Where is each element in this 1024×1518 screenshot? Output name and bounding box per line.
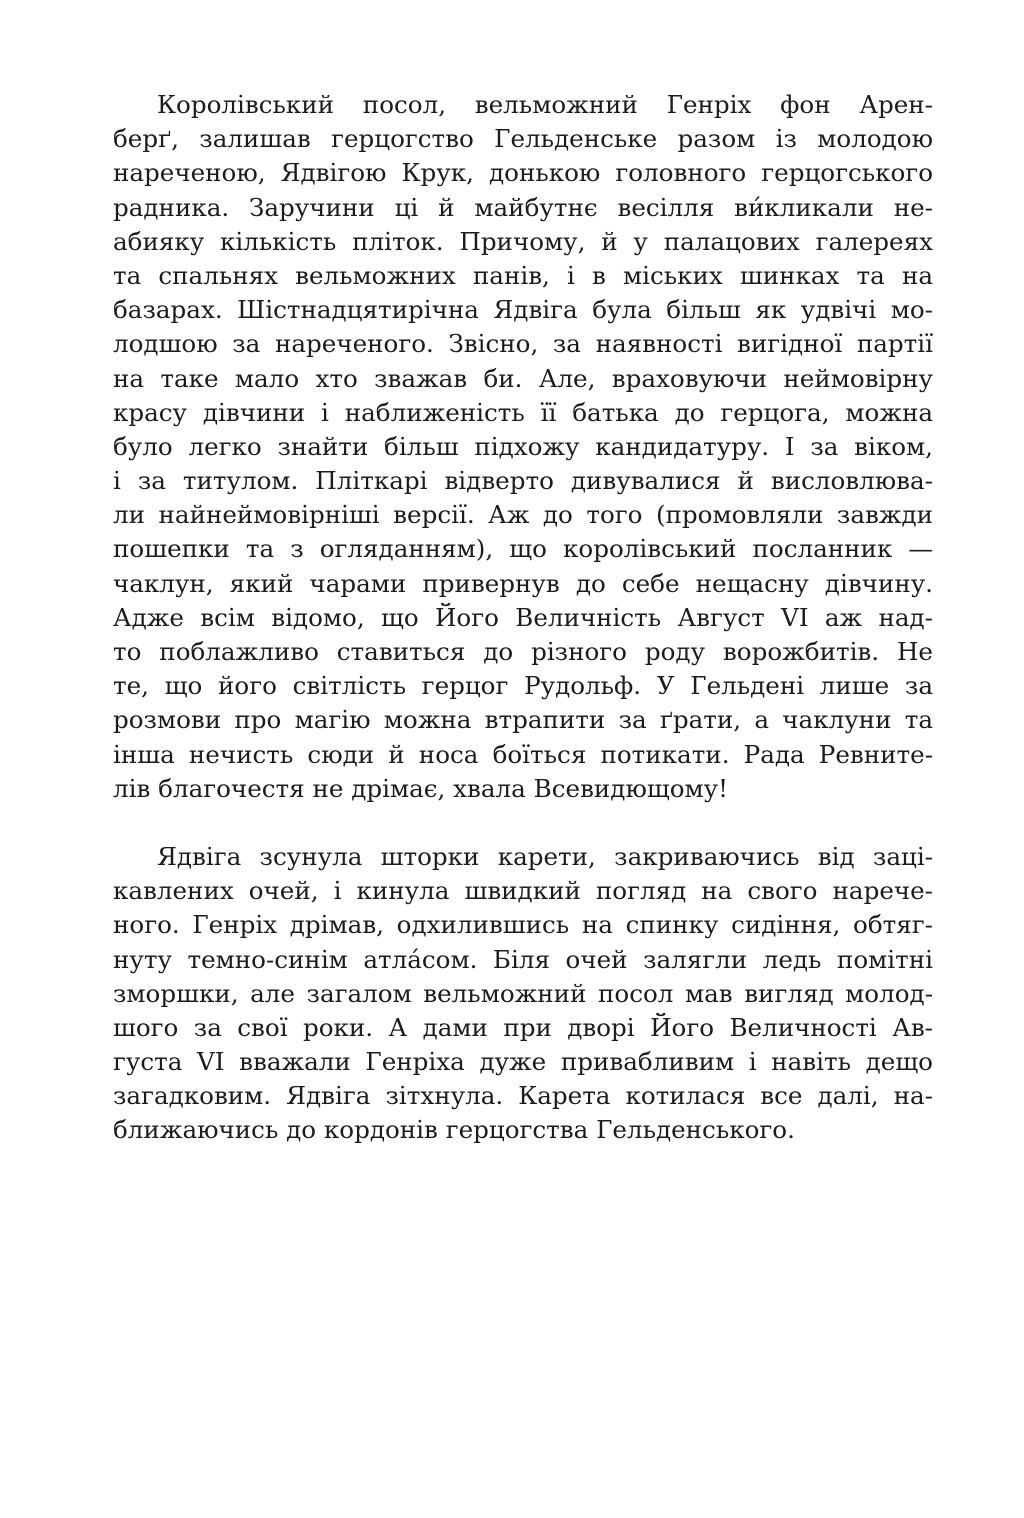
paragraph-break xyxy=(113,806,933,840)
text-line: густа VI вважали Генріха дуже привабливим і навіть дещо xyxy=(113,1047,933,1077)
text-line: і за титулом. Пліткарі відверто дивувалися й висловлюва- xyxy=(113,466,933,496)
text-line: ближаючись до кордонів герцогства Гельденського. xyxy=(113,1115,795,1145)
text-line: лів благочестя не дрімає, хвала Всевидющому! xyxy=(113,773,729,803)
text-line: абияку кількість пліток. Причому, й у палацових галереях xyxy=(113,226,933,256)
text-line: красу дівчини і наближеність її батька до герцога, можна xyxy=(113,397,933,427)
text-line: нареченою, Ядвігою Крук, донькою головного герцогського xyxy=(113,158,933,188)
text-line: радника. Заручини ці й майбутнє весілля ви́кликали не- xyxy=(113,192,933,222)
text-line: на таке мало хто зважав би. Але, враховуючи неймовірну xyxy=(113,363,933,393)
text-line: те, що його світлість герцог Рудольф. У Гельдені лише за xyxy=(113,671,933,701)
text-line: лодшою за нареченого. Звісно, за наявності вигідної партії xyxy=(113,329,933,359)
text-line: ного. Генріх дрімав, одхилившись на спинку сидіння, обтяг- xyxy=(113,910,933,940)
text-line: зморшки, але загалом вельможний посол мав вигляд молод- xyxy=(113,978,933,1008)
text-line: та спальнях вельможних панів, і в міських шинках та на xyxy=(113,260,933,290)
text-line: було легко знайти більш підхожу кандидатуру. І за віком, xyxy=(113,431,933,461)
text-line: Ядвіга зсунула шторки карети, закриваючись від заці- xyxy=(157,841,933,871)
text-line: то поблажливо ставиться до різного роду ворожбитів. Не xyxy=(113,637,933,666)
paragraph-1 xyxy=(113,88,933,806)
text-line: ли найнеймовірніші версії. Аж до того (промовляли завжди xyxy=(113,500,933,530)
text-line: розмови про магію можна втрапити за ґрати, а чаклуни та xyxy=(113,705,933,735)
text-line: пошепки та з огляданням), що королівський посланник — xyxy=(113,534,933,564)
text-line: нуту темно-синім атла́сом. Біля очей залягли ледь помітні xyxy=(113,944,933,974)
text-line: загадковим. Ядвіга зітхнула. Карета котилася все далі, на- xyxy=(113,1081,933,1111)
text-line: кавлених очей, і кинула швидкий погляд на свого нарече- xyxy=(113,876,933,906)
page-text xyxy=(113,88,933,1148)
paragraph-2 xyxy=(113,840,933,1148)
text-line: чаклун, який чарами привернув до себе нещасну дівчину. xyxy=(113,568,933,598)
text-line: Адже всім відомо, що Його Величність Август VI аж над- xyxy=(113,602,933,632)
text-line: берґ, залишав герцогство Гельденське разом із молодою xyxy=(113,124,933,154)
text-line: інша нечисть сюди й носа боїться потикати. Рада Ревните- xyxy=(113,739,933,769)
text-line: шого за свої роки. А дами при дворі Його Величності Ав- xyxy=(113,1012,933,1042)
text-line: Королівський посол, вельможний Генріх фон Арен- xyxy=(157,90,933,119)
text-line: базарах. Шістнадцятирічна Ядвіга була більш як удвічі мо- xyxy=(113,295,933,325)
